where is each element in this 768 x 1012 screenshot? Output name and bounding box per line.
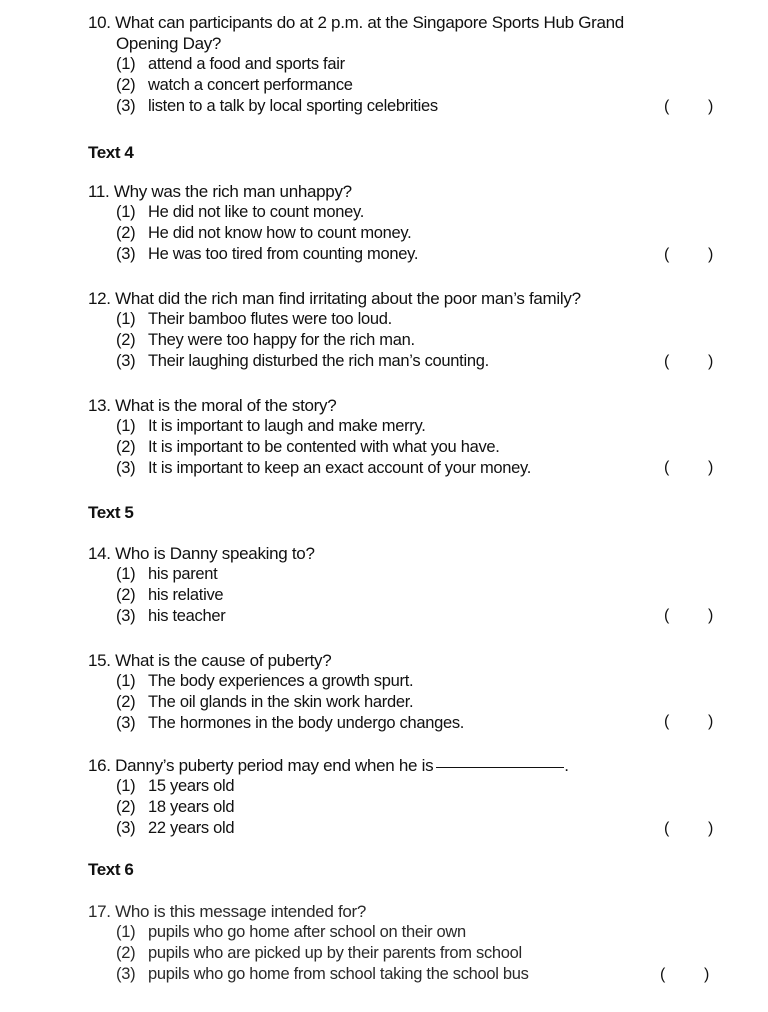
question-13-option-2: (2) It is important to be contented with what you have.: [116, 438, 500, 456]
question-10-stem-line1: 10. What can participants do at 2 p.m. at the Singapore Sports Hub Grand: [88, 13, 624, 32]
question-13-stem: 13. What is the moral of the story?: [88, 396, 337, 415]
question-16-stem: 16. Danny’s puberty period may end when he is .: [88, 756, 569, 775]
question-16-option-2: (2) 18 years old: [116, 798, 235, 816]
question-13: [88, 395, 728, 479]
answer-bracket-13[interactable]: ( ): [664, 459, 714, 476]
question-12-option-1: (1) Their bamboo flutes were too loud.: [116, 310, 392, 328]
question-15-stem: 15. What is the cause of puberty?: [88, 651, 332, 670]
question-16-option-3: (3) 22 years old: [116, 819, 235, 837]
question-14-option-3: (3) his teacher: [116, 607, 226, 625]
question-10-stem: [88, 12, 728, 54]
question-10: [88, 12, 728, 117]
answer-bracket-17[interactable]: ( ): [660, 966, 710, 983]
question-11-option-1: (1) He did not like to count money.: [116, 203, 365, 221]
answer-bracket-14[interactable]: ( ): [664, 607, 714, 624]
answer-bracket-16[interactable]: ( ): [664, 820, 714, 837]
question-11: [88, 181, 728, 265]
question-17-option-3: (3) pupils who go home from school taking the school bus: [116, 965, 529, 983]
question-12-option-2: (2) They were too happy for the rich man.: [116, 331, 415, 349]
question-14-option-2: (2) his relative: [116, 586, 224, 604]
question-15-option-2: (2) The oil glands in the skin work harder.: [116, 693, 414, 711]
question-16-option-1: (1) 15 years old: [116, 777, 235, 795]
question-15-option-3: (3) The hormones in the body undergo changes.: [116, 714, 465, 732]
question-17-option-1: (1) pupils who go home after school on their own: [116, 923, 466, 941]
question-11-stem: 11. Why was the rich man unhappy?: [88, 182, 352, 201]
question-14-stem: 14. Who is Danny speaking to?: [88, 544, 315, 563]
answer-bracket-12[interactable]: ( ): [664, 353, 714, 370]
question-10-option-2: (2) watch a concert performance: [116, 76, 353, 94]
question-13-option-3: (3) It is important to keep an exact account of your money.: [116, 459, 532, 477]
question-15-option-1: (1) The body experiences a growth spurt.: [116, 672, 414, 690]
question-13-option-1: (1) It is important to laugh and make merry.: [116, 417, 426, 435]
question-16: [88, 755, 728, 839]
section-heading-text-6: Text 6: [88, 860, 134, 879]
answer-bracket-15[interactable]: ( ): [664, 713, 714, 730]
question-17-option-2: (2) pupils who are picked up by their parents from school: [116, 944, 522, 962]
question-17-stem: 17. Who is this message intended for?: [88, 902, 367, 921]
question-10-stem-line2: Opening Day?: [116, 34, 222, 53]
section-heading-text-5: Text 5: [88, 503, 134, 522]
section-heading-text-4: Text 4: [88, 143, 134, 162]
question-12-stem: 12. What did the rich man find irritating about the poor man’s family?: [88, 289, 581, 308]
question-14: [88, 543, 728, 627]
question-15: [88, 650, 728, 734]
question-11-option-2: (2) He did not know how to count money.: [116, 224, 412, 242]
question-14-option-1: (1) his parent: [116, 565, 218, 583]
question-10-option-1: (1) attend a food and sports fair: [116, 55, 345, 73]
answer-bracket-11[interactable]: ( ): [664, 246, 714, 263]
answer-blank-line[interactable]: [436, 766, 564, 768]
question-12: [88, 288, 728, 372]
question-10-option-3: (3) listen to a talk by local sporting celebrities: [116, 97, 438, 115]
question-11-option-3: (3) He was too tired from counting money.: [116, 245, 419, 263]
question-17: [88, 901, 728, 985]
question-12-option-3: (3) Their laughing disturbed the rich man’s counting.: [116, 352, 489, 370]
answer-bracket-10[interactable]: ( ): [664, 98, 714, 115]
